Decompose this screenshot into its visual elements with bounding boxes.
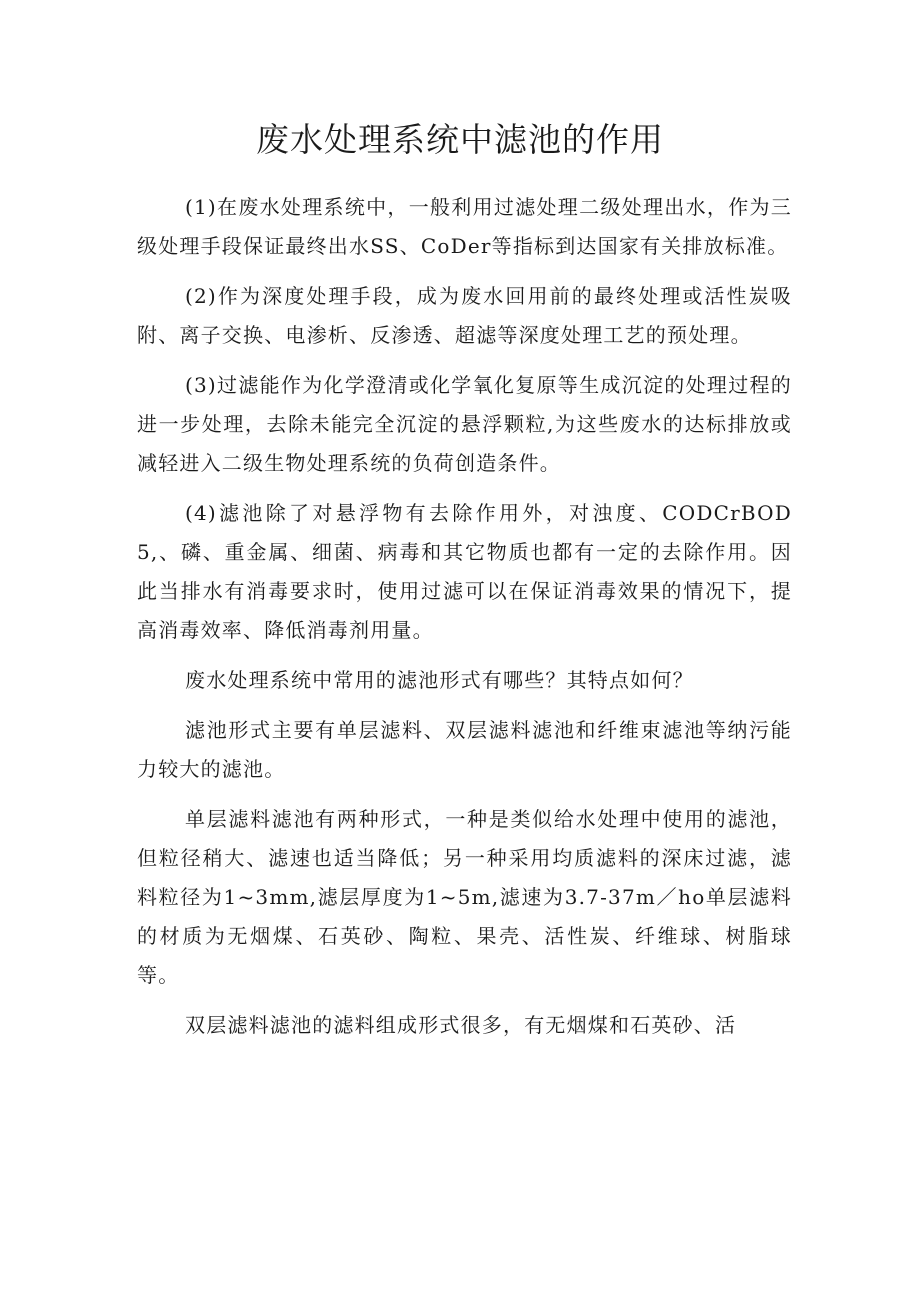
paragraph-question: 废水处理系统中常用的滤池形式有哪些？其特点如何？ — [185, 668, 694, 692]
document-body — [137, 188, 792, 1056]
paragraph-single-layer: 单层滤料滤池有两种形式，一种是类似给水处理中使用的滤池，但粒径稍大、滤速也适当降低；另一种采用均质滤料的深床过滤，滤料粒径为1~3mm,滤层厚度为1~5m,滤速为3.7-37m／ho单层滤料的材质为无烟煤、石英砂、陶粒、果壳、活性炭、纤维球、树脂球等。 — [137, 807, 792, 987]
document-title: 废水处理系统中滤池的作用 — [256, 120, 664, 159]
paragraph-4: (4)滤池除了对悬浮物有去除作用外，对浊度、CODCrBOD5,、磷、重金属、细菌、病毒和其它物质也都有一定的去除作用。因此当排水有消毒要求时，使用过滤可以在保证消毒效果的情况下，提高消毒效率、降低消毒剂用量。 — [137, 501, 792, 642]
paragraph-3: (3)过滤能作为化学澄清或化学氧化复原等生成沉淀的处理过程的进一步处理，去除未能完全沉淀的悬浮颗粒,为这些废水的达标排放或减轻进入二级生物处理系统的负荷创造条件。 — [137, 373, 792, 475]
paragraph-1: (1)在废水处理系统中，一般利用过滤处理二级处理出水，作为三级处理手段保证最终出水SS、CoDer等指标到达国家有关排放标准。 — [137, 195, 792, 258]
paragraph-filter-types: 滤池形式主要有单层滤料、双层滤料滤池和纤维束滤池等纳污能力较大的滤池。 — [137, 718, 792, 781]
paragraph-double-layer: 双层滤料滤池的滤料组成形式很多，有无烟煤和石英砂、活 — [185, 1013, 737, 1037]
paragraph-2: (2)作为深度处理手段，成为废水回用前的最终处理或活性炭吸附、离子交换、电渗析、反渗透、超滤等深度处理工艺的预处理。 — [137, 284, 792, 347]
